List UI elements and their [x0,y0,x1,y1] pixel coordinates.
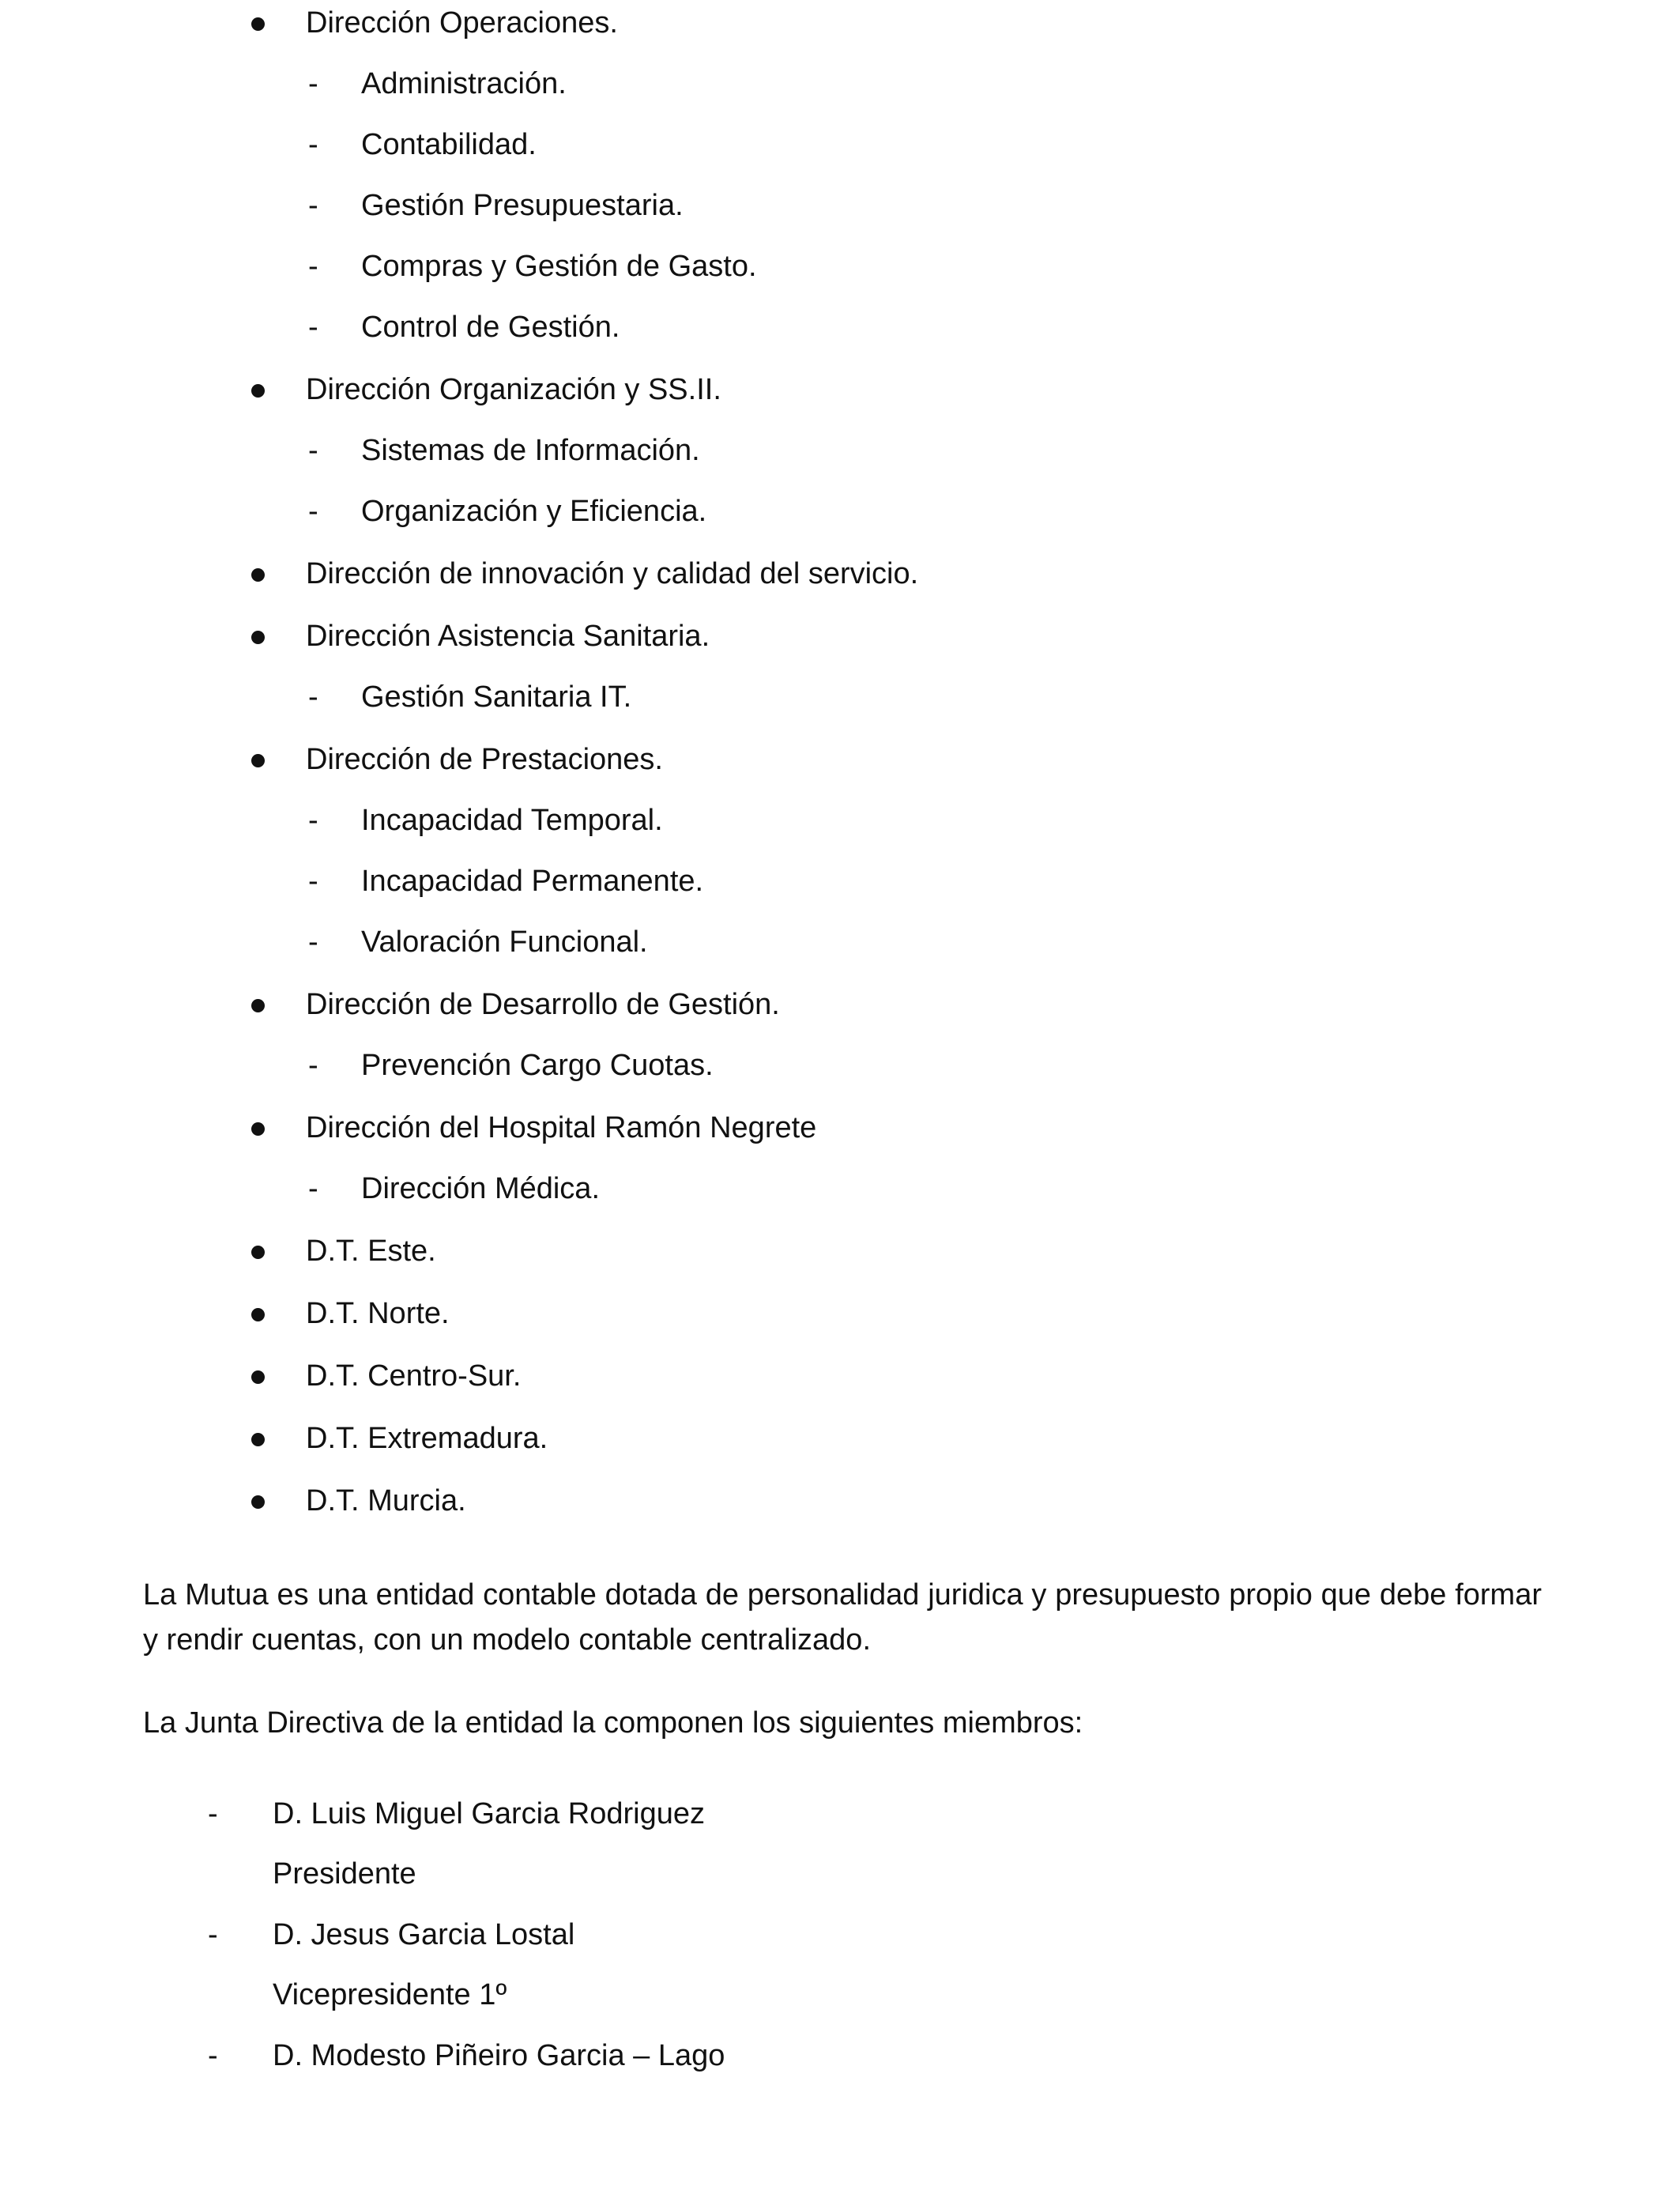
dash-marker: - [308,680,318,714]
org-subunit-item: Compras y Gestión de Gasto. [361,250,757,283]
dash-marker: - [308,865,318,898]
dash-marker: - [308,67,318,100]
org-subunit-item: Administración. [361,67,567,100]
org-unit-item: D.T. Murcia. [306,1484,466,1517]
board-member-name: D. Modesto Piñeiro Garcia – Lago [273,2039,725,2072]
org-subunit-item: Prevención Cargo Cuotas. [361,1049,714,1082]
bullet-marker [251,631,265,644]
dash-marker: - [308,311,318,344]
bullet-marker [251,1308,265,1321]
org-subunit-item: Sistemas de Información. [361,434,700,467]
org-subunit-item: Incapacidad Permanente. [361,865,704,898]
org-subunit-item: Organización y Eficiencia. [361,495,707,528]
dash-marker: - [308,495,318,528]
org-subunit-item: Valoración Funcional. [361,925,648,959]
bullet-marker [251,1122,265,1136]
bullet-marker [251,568,265,582]
org-subunit-item: Dirección Médica. [361,1172,600,1205]
bullet-marker [251,1495,265,1509]
org-subunit-item: Incapacidad Temporal. [361,804,663,837]
dash-marker: - [308,1049,318,1082]
dash-marker: - [308,1172,318,1205]
org-unit-item: Dirección Organización y SS.II. [306,373,721,406]
org-unit-item: Dirección de innovación y calidad del servicio. [306,557,919,590]
dash-marker: - [308,925,318,959]
bullet-marker [251,1433,265,1446]
dash-marker: - [308,250,318,283]
bullet-marker [251,1370,265,1384]
org-unit-item: D.T. Extremadura. [306,1422,548,1455]
org-subunit-item: Control de Gestión. [361,311,620,344]
dash-marker: - [308,189,318,222]
bullet-marker [251,1246,265,1259]
dash-marker: - [308,804,318,837]
org-unit-item: D.T. Este. [306,1235,436,1268]
board-member-name: D. Jesus Garcia Lostal [273,1918,575,1951]
org-subunit-item: Gestión Presupuestaria. [361,189,684,222]
dash-marker: - [308,434,318,467]
dash-marker: - [208,1918,218,1951]
org-unit-item: Dirección de Desarrollo de Gestión. [306,988,780,1021]
bullet-marker [251,384,265,398]
bullet-marker [251,754,265,767]
entity-paragraph: La Mutua es una entidad contable dotada de personalidad juridica y presupuesto propio que debe formar y rendir cuentas, con un modelo contable centralizado. [143,1578,1542,1657]
org-subunit-item: Gestión Sanitaria IT. [361,680,632,714]
dash-marker: - [308,128,318,161]
board-member-name: D. Luis Miguel Garcia Rodriguez [273,1797,706,1830]
board-member-role: Vicepresidente 1º [273,1978,507,2011]
dash-marker: - [208,2039,218,2072]
dash-marker: - [208,1797,218,1830]
board-member-role: Presidente [273,1857,416,1891]
bullet-marker [251,17,265,31]
board-intro-paragraph: La Junta Directiva de la entidad la componen los siguientes miembros: [143,1706,1083,1740]
org-unit-item: Dirección de Prestaciones. [306,743,663,776]
org-unit-item: D.T. Centro-Sur. [306,1359,522,1393]
org-unit-item: Dirección Asistencia Sanitaria. [306,620,710,653]
org-unit-item: Dirección del Hospital Ramón Negrete [306,1111,817,1144]
org-unit-item: D.T. Norte. [306,1297,450,1330]
bullet-marker [251,999,265,1012]
org-subunit-item: Contabilidad. [361,128,537,161]
org-unit-item: Dirección Operaciones. [306,6,618,40]
